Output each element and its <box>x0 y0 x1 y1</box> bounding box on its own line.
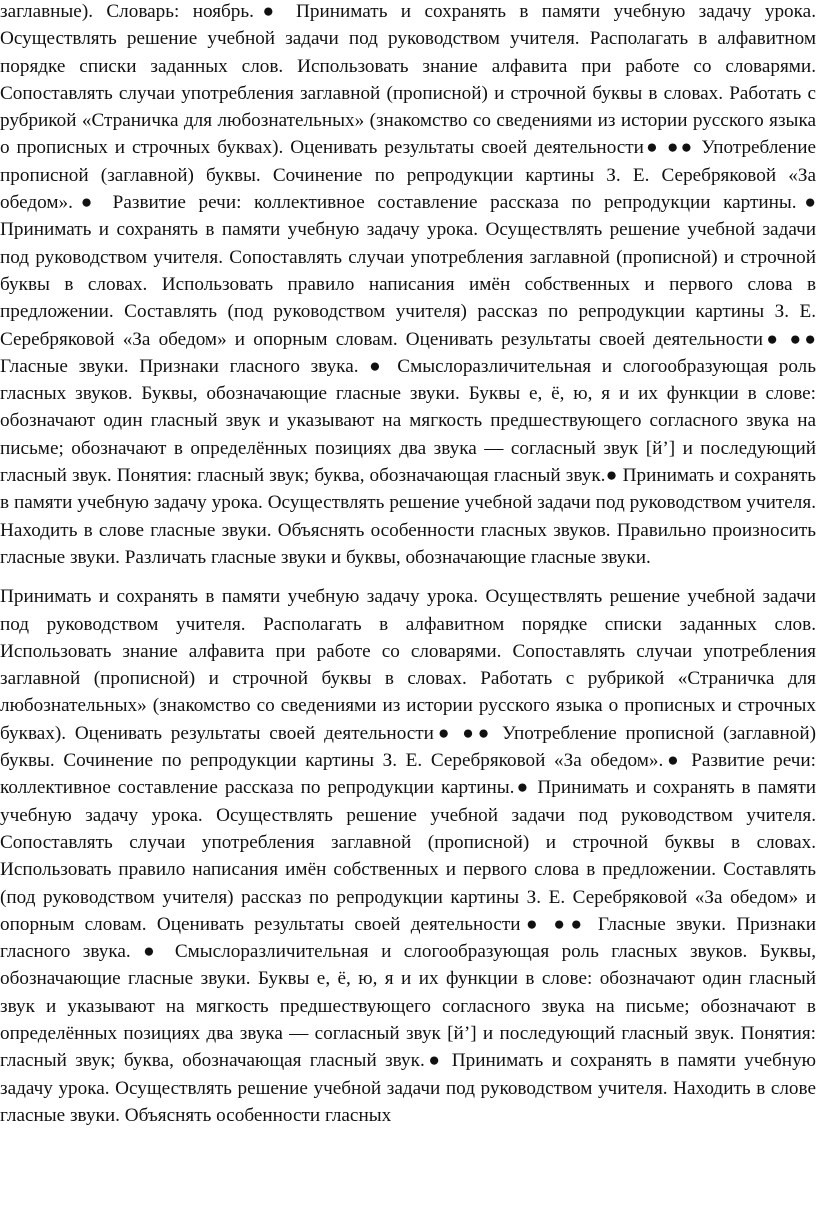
paragraph-2: Принимать и сохранять в памяти учебную задачу урока. Осуществлять решение учебной задачи под руководством учителя. Располагать в алфавитном порядке списки заданных слов. Использовать знание алфавита при работе со словарями. Сопоставлять случаи употребления заглавной (прописной) и строчной буквы в словах. Работать с рубрикой «Страничка для любознательных» (знакомство со сведениями из истории русского языка о прописных и строчных буквах). Оценивать результаты своей деятельности● ●● Употребление прописной (заглавной) буквы. Сочинение по репродукции картины З. Е. Серебряковой «За обедом».● Развитие речи: коллективное составление рассказа по репродукции картины.● Принимать и сохранять в памяти учебную задачу урока. Осуществлять решение учебной задачи под руководством учителя. Сопоставлять случаи употребления заглавной (прописной) и строчной буквы в словах. Использовать правило написания имён собственных и первого слова в предложении. Составлять (под руководством учителя) рассказ по репродукции картины З. Е. Серебряковой «За обедом» и опорным словам. Оценивать результаты своей деятельности● ●● Гласные звуки. Признаки гласного звука. ● Смыслоразличительная и слогообразующая роль гласных звуков. Буквы, обозначающие гласные звуки. Буквы е, ё, ю, я и их функции в слове: обозначают один гласный звук и указывают на мягкость предшествующего согласного звука на письме; обозначают в определённых позициях два звука — согласный звук [й’] и последующий гласный звук. Понятия: гласный звук; буква, обозначающая гласный звук.● Принимать и сохранять в памяти учебную задачу урока. Осуществлять решение учебной задачи под руководством учителя. Находить в слове гласные звуки. Объяснять особенности гласных <box>0 586 816 1126</box>
paragraph-1: заглавные). Словарь: ноябрь.● Принимать и сохранять в памяти учебную задачу урока. Осуществлять решение учебной задачи под руководством учителя. Располагать в алфавитном порядке списки заданных слов. Использовать знание алфавита при работе со словарями. Сопоставлять случаи употребления заглавной (прописной) и строчной буквы в словах. Работать с рубрикой «Страничка для любознательных» (знакомство со сведениями из истории русского языка о прописных и строчных буквах). Оценивать результаты своей деятельности● ●● Употребление прописной (заглавной) буквы. Сочинение по репродукции картины З. Е. Серебряковой «За обедом».● Развитие речи: коллективное составление рассказа по репродукции картины.● Принимать и сохранять в памяти учебную задачу урока. Осуществлять решение учебной задачи под руководством учителя. Сопоставлять случаи употребления заглавной (прописной) и строчной буквы в словах. Использовать правило написания имён собственных и первого слова в предложении. Составлять (под руководством учителя) рассказ по репродукции картины З. Е. Серебряковой «За обедом» и опорным словам. Оценивать результаты своей деятельности● ●● Гласные звуки. Признаки гласного звука. ● Смыслоразличительная и слогообразующая роль гласных звуков. Буквы, обозначающие гласные звуки. Буквы е, ё, ю, я и их функции в слове: обозначают один гласный звук и указывают на мягкость предшествующего согласного звука на письме; обозначают в определённых позициях два звука — согласный звук [й’] и последующий гласный звук. Понятия: гласный звук; буква, обозначающая гласный звук.● Принимать и сохранять в памяти учебную задачу урока. Осуществлять решение учебной задачи под руководством учителя. Находить в слове гласные звуки. Объяснять особенности гласных звуков. Правильно произносить гласные звуки. Различать гласные звуки и буквы, обозначающие гласные звуки. <box>0 1 816 568</box>
